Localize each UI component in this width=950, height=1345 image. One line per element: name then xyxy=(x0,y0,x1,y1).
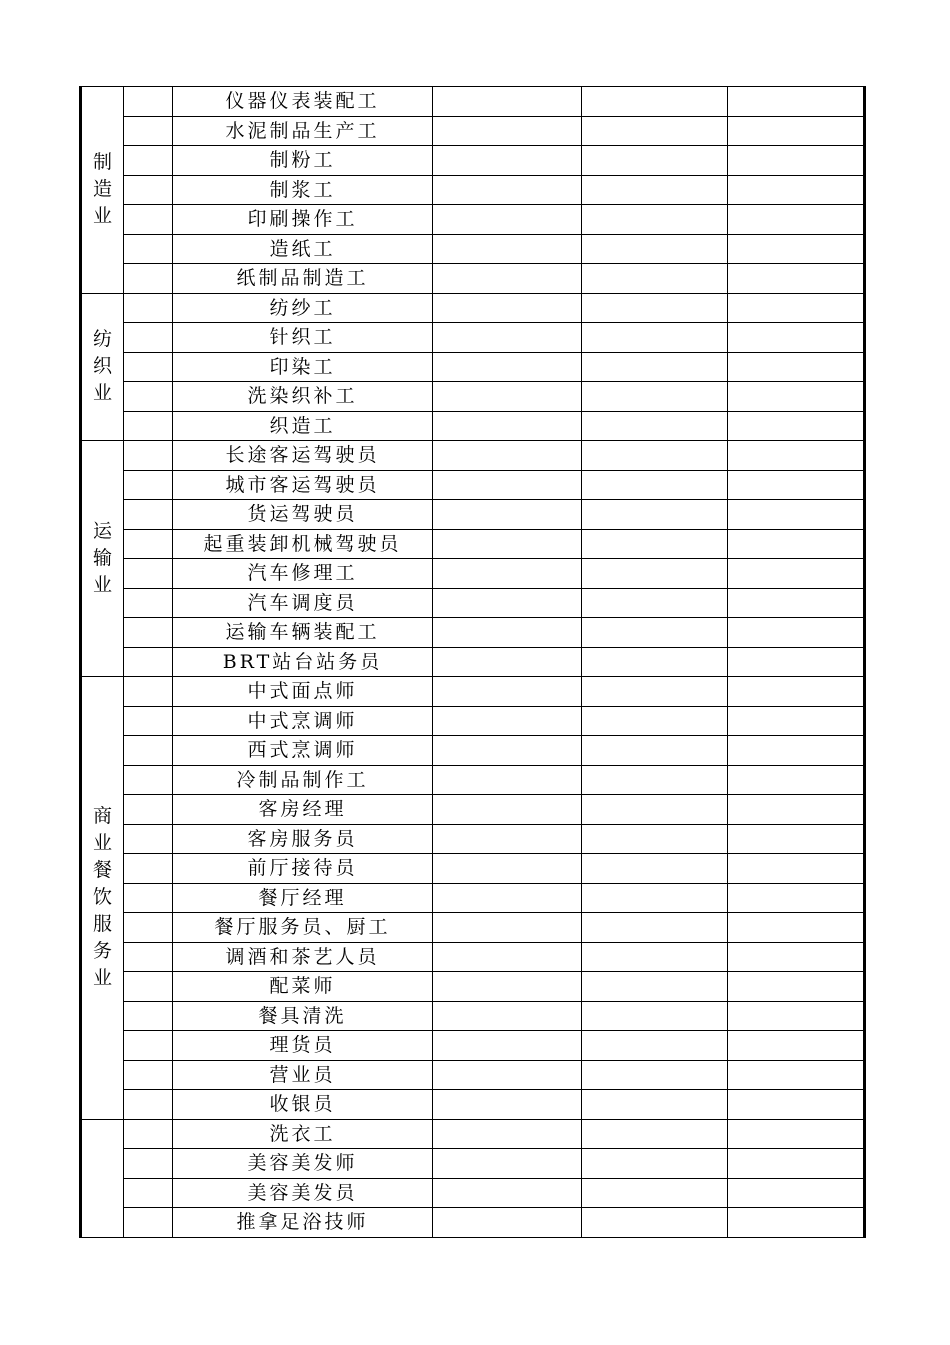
value-cell-3 xyxy=(728,883,865,913)
value-cell-2 xyxy=(582,1031,728,1061)
value-cell-1 xyxy=(433,972,582,1002)
job-title-cell: 造纸工 xyxy=(173,234,433,264)
value-cell-2 xyxy=(582,87,728,117)
value-cell-2 xyxy=(582,588,728,618)
job-title-cell: 西式烹调师 xyxy=(173,736,433,766)
index-cell xyxy=(124,1060,173,1090)
value-cell-1 xyxy=(433,264,582,294)
value-cell-1 xyxy=(433,116,582,146)
job-title-cell: 印刷操作工 xyxy=(173,205,433,235)
value-cell-1 xyxy=(433,883,582,913)
value-cell-3 xyxy=(728,323,865,353)
value-cell-1 xyxy=(433,352,582,382)
job-title-cell: 汽车修理工 xyxy=(173,559,433,589)
index-cell xyxy=(124,854,173,884)
value-cell-2 xyxy=(582,500,728,530)
index-cell xyxy=(124,264,173,294)
job-title-cell: 制浆工 xyxy=(173,175,433,205)
table-row xyxy=(81,500,865,530)
index-cell xyxy=(124,234,173,264)
value-cell-2 xyxy=(582,736,728,766)
category-cell xyxy=(81,677,124,1120)
value-cell-2 xyxy=(582,883,728,913)
value-cell-3 xyxy=(728,913,865,943)
value-cell-3 xyxy=(728,470,865,500)
table-row xyxy=(81,382,865,412)
index-cell xyxy=(124,470,173,500)
table-row xyxy=(81,411,865,441)
table-row xyxy=(81,854,865,884)
table-row xyxy=(81,205,865,235)
table-row xyxy=(81,116,865,146)
table-row xyxy=(81,824,865,854)
table-row xyxy=(81,1119,865,1149)
value-cell-1 xyxy=(433,1208,582,1238)
table-row xyxy=(81,913,865,943)
index-cell xyxy=(124,382,173,412)
value-cell-3 xyxy=(728,116,865,146)
table-row xyxy=(81,588,865,618)
index-cell xyxy=(124,1149,173,1179)
value-cell-1 xyxy=(433,293,582,323)
table-row xyxy=(81,972,865,1002)
job-title-cell: 长途客运驾驶员 xyxy=(173,441,433,471)
job-title-cell: 前厅接待员 xyxy=(173,854,433,884)
value-cell-2 xyxy=(582,382,728,412)
value-cell-2 xyxy=(582,765,728,795)
index-cell xyxy=(124,293,173,323)
value-cell-1 xyxy=(433,706,582,736)
category-cell xyxy=(81,293,124,441)
value-cell-2 xyxy=(582,264,728,294)
table-row xyxy=(81,1060,865,1090)
category-label: 制造业 xyxy=(92,151,112,228)
job-title-cell: 织造工 xyxy=(173,411,433,441)
index-cell xyxy=(124,441,173,471)
value-cell-2 xyxy=(582,470,728,500)
job-title-cell: 中式面点师 xyxy=(173,677,433,707)
value-cell-3 xyxy=(728,677,865,707)
value-cell-2 xyxy=(582,1060,728,1090)
value-cell-3 xyxy=(728,736,865,766)
job-title-cell: 纸制品制造工 xyxy=(173,264,433,294)
job-title-cell: BRT站台站务员 xyxy=(173,647,433,677)
index-cell xyxy=(124,529,173,559)
value-cell-3 xyxy=(728,854,865,884)
value-cell-2 xyxy=(582,1090,728,1120)
value-cell-1 xyxy=(433,411,582,441)
table-row xyxy=(81,1149,865,1179)
index-cell xyxy=(124,1090,173,1120)
value-cell-1 xyxy=(433,470,582,500)
table-row xyxy=(81,706,865,736)
job-title-cell: 美容美发员 xyxy=(173,1178,433,1208)
job-title-cell: 运输车辆装配工 xyxy=(173,618,433,648)
index-cell xyxy=(124,1001,173,1031)
value-cell-1 xyxy=(433,323,582,353)
value-cell-1 xyxy=(433,795,582,825)
category-cell xyxy=(81,441,124,677)
value-cell-1 xyxy=(433,1001,582,1031)
table-row xyxy=(81,795,865,825)
index-cell xyxy=(124,824,173,854)
value-cell-2 xyxy=(582,1001,728,1031)
value-cell-3 xyxy=(728,647,865,677)
job-title-cell: 收银员 xyxy=(173,1090,433,1120)
value-cell-1 xyxy=(433,1149,582,1179)
table-row xyxy=(81,647,865,677)
index-cell xyxy=(124,352,173,382)
index-cell xyxy=(124,1031,173,1061)
value-cell-3 xyxy=(728,618,865,648)
value-cell-2 xyxy=(582,411,728,441)
table-row xyxy=(81,234,865,264)
table-row xyxy=(81,765,865,795)
category-label: 商业餐饮服务业 xyxy=(92,805,112,990)
value-cell-3 xyxy=(728,1178,865,1208)
job-title-cell: 美容美发师 xyxy=(173,1149,433,1179)
value-cell-1 xyxy=(433,205,582,235)
value-cell-3 xyxy=(728,146,865,176)
value-cell-1 xyxy=(433,913,582,943)
table-row xyxy=(81,618,865,648)
value-cell-2 xyxy=(582,706,728,736)
job-title-cell: 餐厅经理 xyxy=(173,883,433,913)
job-title-cell: 客房经理 xyxy=(173,795,433,825)
value-cell-1 xyxy=(433,677,582,707)
value-cell-3 xyxy=(728,765,865,795)
value-cell-1 xyxy=(433,175,582,205)
job-title-cell: 理货员 xyxy=(173,1031,433,1061)
value-cell-2 xyxy=(582,618,728,648)
value-cell-3 xyxy=(728,205,865,235)
value-cell-2 xyxy=(582,352,728,382)
index-cell xyxy=(124,205,173,235)
value-cell-3 xyxy=(728,382,865,412)
index-cell xyxy=(124,323,173,353)
value-cell-3 xyxy=(728,795,865,825)
table-row xyxy=(81,87,865,117)
value-cell-1 xyxy=(433,1031,582,1061)
value-cell-1 xyxy=(433,441,582,471)
table-row xyxy=(81,470,865,500)
index-cell xyxy=(124,116,173,146)
value-cell-2 xyxy=(582,323,728,353)
value-cell-1 xyxy=(433,618,582,648)
value-cell-3 xyxy=(728,1149,865,1179)
table-row xyxy=(81,942,865,972)
table-row xyxy=(81,1178,865,1208)
value-cell-2 xyxy=(582,942,728,972)
value-cell-1 xyxy=(433,854,582,884)
value-cell-2 xyxy=(582,913,728,943)
value-cell-3 xyxy=(728,1060,865,1090)
value-cell-1 xyxy=(433,824,582,854)
value-cell-2 xyxy=(582,175,728,205)
job-title-cell: 客房服务员 xyxy=(173,824,433,854)
occupation-table xyxy=(79,86,866,1238)
job-title-cell: 仪器仪表装配工 xyxy=(173,87,433,117)
index-cell xyxy=(124,647,173,677)
value-cell-1 xyxy=(433,1090,582,1120)
category-cell xyxy=(81,1119,124,1237)
index-cell xyxy=(124,706,173,736)
job-title-cell: 制粉工 xyxy=(173,146,433,176)
value-cell-1 xyxy=(433,529,582,559)
index-cell xyxy=(124,883,173,913)
value-cell-3 xyxy=(728,264,865,294)
value-cell-1 xyxy=(433,765,582,795)
index-cell xyxy=(124,765,173,795)
value-cell-2 xyxy=(582,972,728,1002)
job-title-cell: 配菜师 xyxy=(173,972,433,1002)
value-cell-1 xyxy=(433,500,582,530)
value-cell-2 xyxy=(582,441,728,471)
value-cell-1 xyxy=(433,647,582,677)
index-cell xyxy=(124,795,173,825)
value-cell-2 xyxy=(582,795,728,825)
table-row xyxy=(81,736,865,766)
index-cell xyxy=(124,1208,173,1238)
value-cell-3 xyxy=(728,559,865,589)
value-cell-3 xyxy=(728,234,865,264)
value-cell-3 xyxy=(728,972,865,1002)
index-cell xyxy=(124,972,173,1002)
job-title-cell: 水泥制品生产工 xyxy=(173,116,433,146)
value-cell-2 xyxy=(582,116,728,146)
value-cell-1 xyxy=(433,559,582,589)
job-title-cell: 货运驾驶员 xyxy=(173,500,433,530)
index-cell xyxy=(124,588,173,618)
job-title-cell: 调酒和茶艺人员 xyxy=(173,942,433,972)
value-cell-2 xyxy=(582,647,728,677)
value-cell-1 xyxy=(433,146,582,176)
value-cell-3 xyxy=(728,1031,865,1061)
value-cell-2 xyxy=(582,146,728,176)
value-cell-1 xyxy=(433,942,582,972)
value-cell-3 xyxy=(728,352,865,382)
job-title-cell: 推拿足浴技师 xyxy=(173,1208,433,1238)
index-cell xyxy=(124,1119,173,1149)
table-row xyxy=(81,323,865,353)
index-cell xyxy=(124,736,173,766)
value-cell-1 xyxy=(433,736,582,766)
index-cell xyxy=(124,146,173,176)
value-cell-2 xyxy=(582,854,728,884)
job-title-cell: 洗衣工 xyxy=(173,1119,433,1149)
value-cell-2 xyxy=(582,1208,728,1238)
value-cell-3 xyxy=(728,1119,865,1149)
value-cell-3 xyxy=(728,500,865,530)
value-cell-2 xyxy=(582,559,728,589)
table-row xyxy=(81,264,865,294)
value-cell-2 xyxy=(582,1149,728,1179)
job-title-cell: 针织工 xyxy=(173,323,433,353)
job-title-cell: 洗染织补工 xyxy=(173,382,433,412)
value-cell-2 xyxy=(582,293,728,323)
value-cell-3 xyxy=(728,175,865,205)
value-cell-1 xyxy=(433,1119,582,1149)
value-cell-1 xyxy=(433,588,582,618)
value-cell-2 xyxy=(582,234,728,264)
value-cell-1 xyxy=(433,382,582,412)
job-title-cell: 印染工 xyxy=(173,352,433,382)
job-title-cell: 冷制品制作工 xyxy=(173,765,433,795)
table-row xyxy=(81,293,865,323)
value-cell-3 xyxy=(728,1208,865,1238)
value-cell-3 xyxy=(728,1090,865,1120)
value-cell-3 xyxy=(728,942,865,972)
value-cell-3 xyxy=(728,293,865,323)
job-title-cell: 营业员 xyxy=(173,1060,433,1090)
table-row xyxy=(81,441,865,471)
table-row xyxy=(81,1208,865,1238)
job-title-cell: 纺纱工 xyxy=(173,293,433,323)
value-cell-1 xyxy=(433,234,582,264)
index-cell xyxy=(124,913,173,943)
value-cell-3 xyxy=(728,441,865,471)
value-cell-3 xyxy=(728,588,865,618)
table-row xyxy=(81,883,865,913)
value-cell-3 xyxy=(728,529,865,559)
value-cell-1 xyxy=(433,1060,582,1090)
value-cell-3 xyxy=(728,411,865,441)
value-cell-2 xyxy=(582,1178,728,1208)
index-cell xyxy=(124,677,173,707)
job-title-cell: 餐厅服务员、厨工 xyxy=(173,913,433,943)
job-title-cell: 汽车调度员 xyxy=(173,588,433,618)
value-cell-3 xyxy=(728,87,865,117)
value-cell-2 xyxy=(582,205,728,235)
table-row xyxy=(81,1090,865,1120)
table-row xyxy=(81,1031,865,1061)
value-cell-1 xyxy=(433,87,582,117)
table-row xyxy=(81,529,865,559)
job-title-cell: 中式烹调师 xyxy=(173,706,433,736)
category-label: 运输业 xyxy=(92,520,112,596)
job-title-cell: 起重装卸机械驾驶员 xyxy=(173,529,433,559)
table-row xyxy=(81,559,865,589)
index-cell xyxy=(124,500,173,530)
value-cell-3 xyxy=(728,1001,865,1031)
index-cell xyxy=(124,1178,173,1208)
value-cell-3 xyxy=(728,824,865,854)
index-cell xyxy=(124,618,173,648)
index-cell xyxy=(124,559,173,589)
index-cell xyxy=(124,87,173,117)
value-cell-3 xyxy=(728,706,865,736)
value-cell-1 xyxy=(433,1178,582,1208)
category-cell xyxy=(81,87,124,294)
value-cell-2 xyxy=(582,1119,728,1149)
table-row xyxy=(81,1001,865,1031)
job-title-cell: 城市客运驾驶员 xyxy=(173,470,433,500)
table-row xyxy=(81,146,865,176)
index-cell xyxy=(124,175,173,205)
index-cell xyxy=(124,942,173,972)
table-row xyxy=(81,175,865,205)
value-cell-2 xyxy=(582,824,728,854)
value-cell-2 xyxy=(582,677,728,707)
index-cell xyxy=(124,411,173,441)
job-title-cell: 餐具清洗 xyxy=(173,1001,433,1031)
category-label: 纺织业 xyxy=(92,328,112,405)
table-row xyxy=(81,352,865,382)
table-row xyxy=(81,677,865,707)
value-cell-2 xyxy=(582,529,728,559)
